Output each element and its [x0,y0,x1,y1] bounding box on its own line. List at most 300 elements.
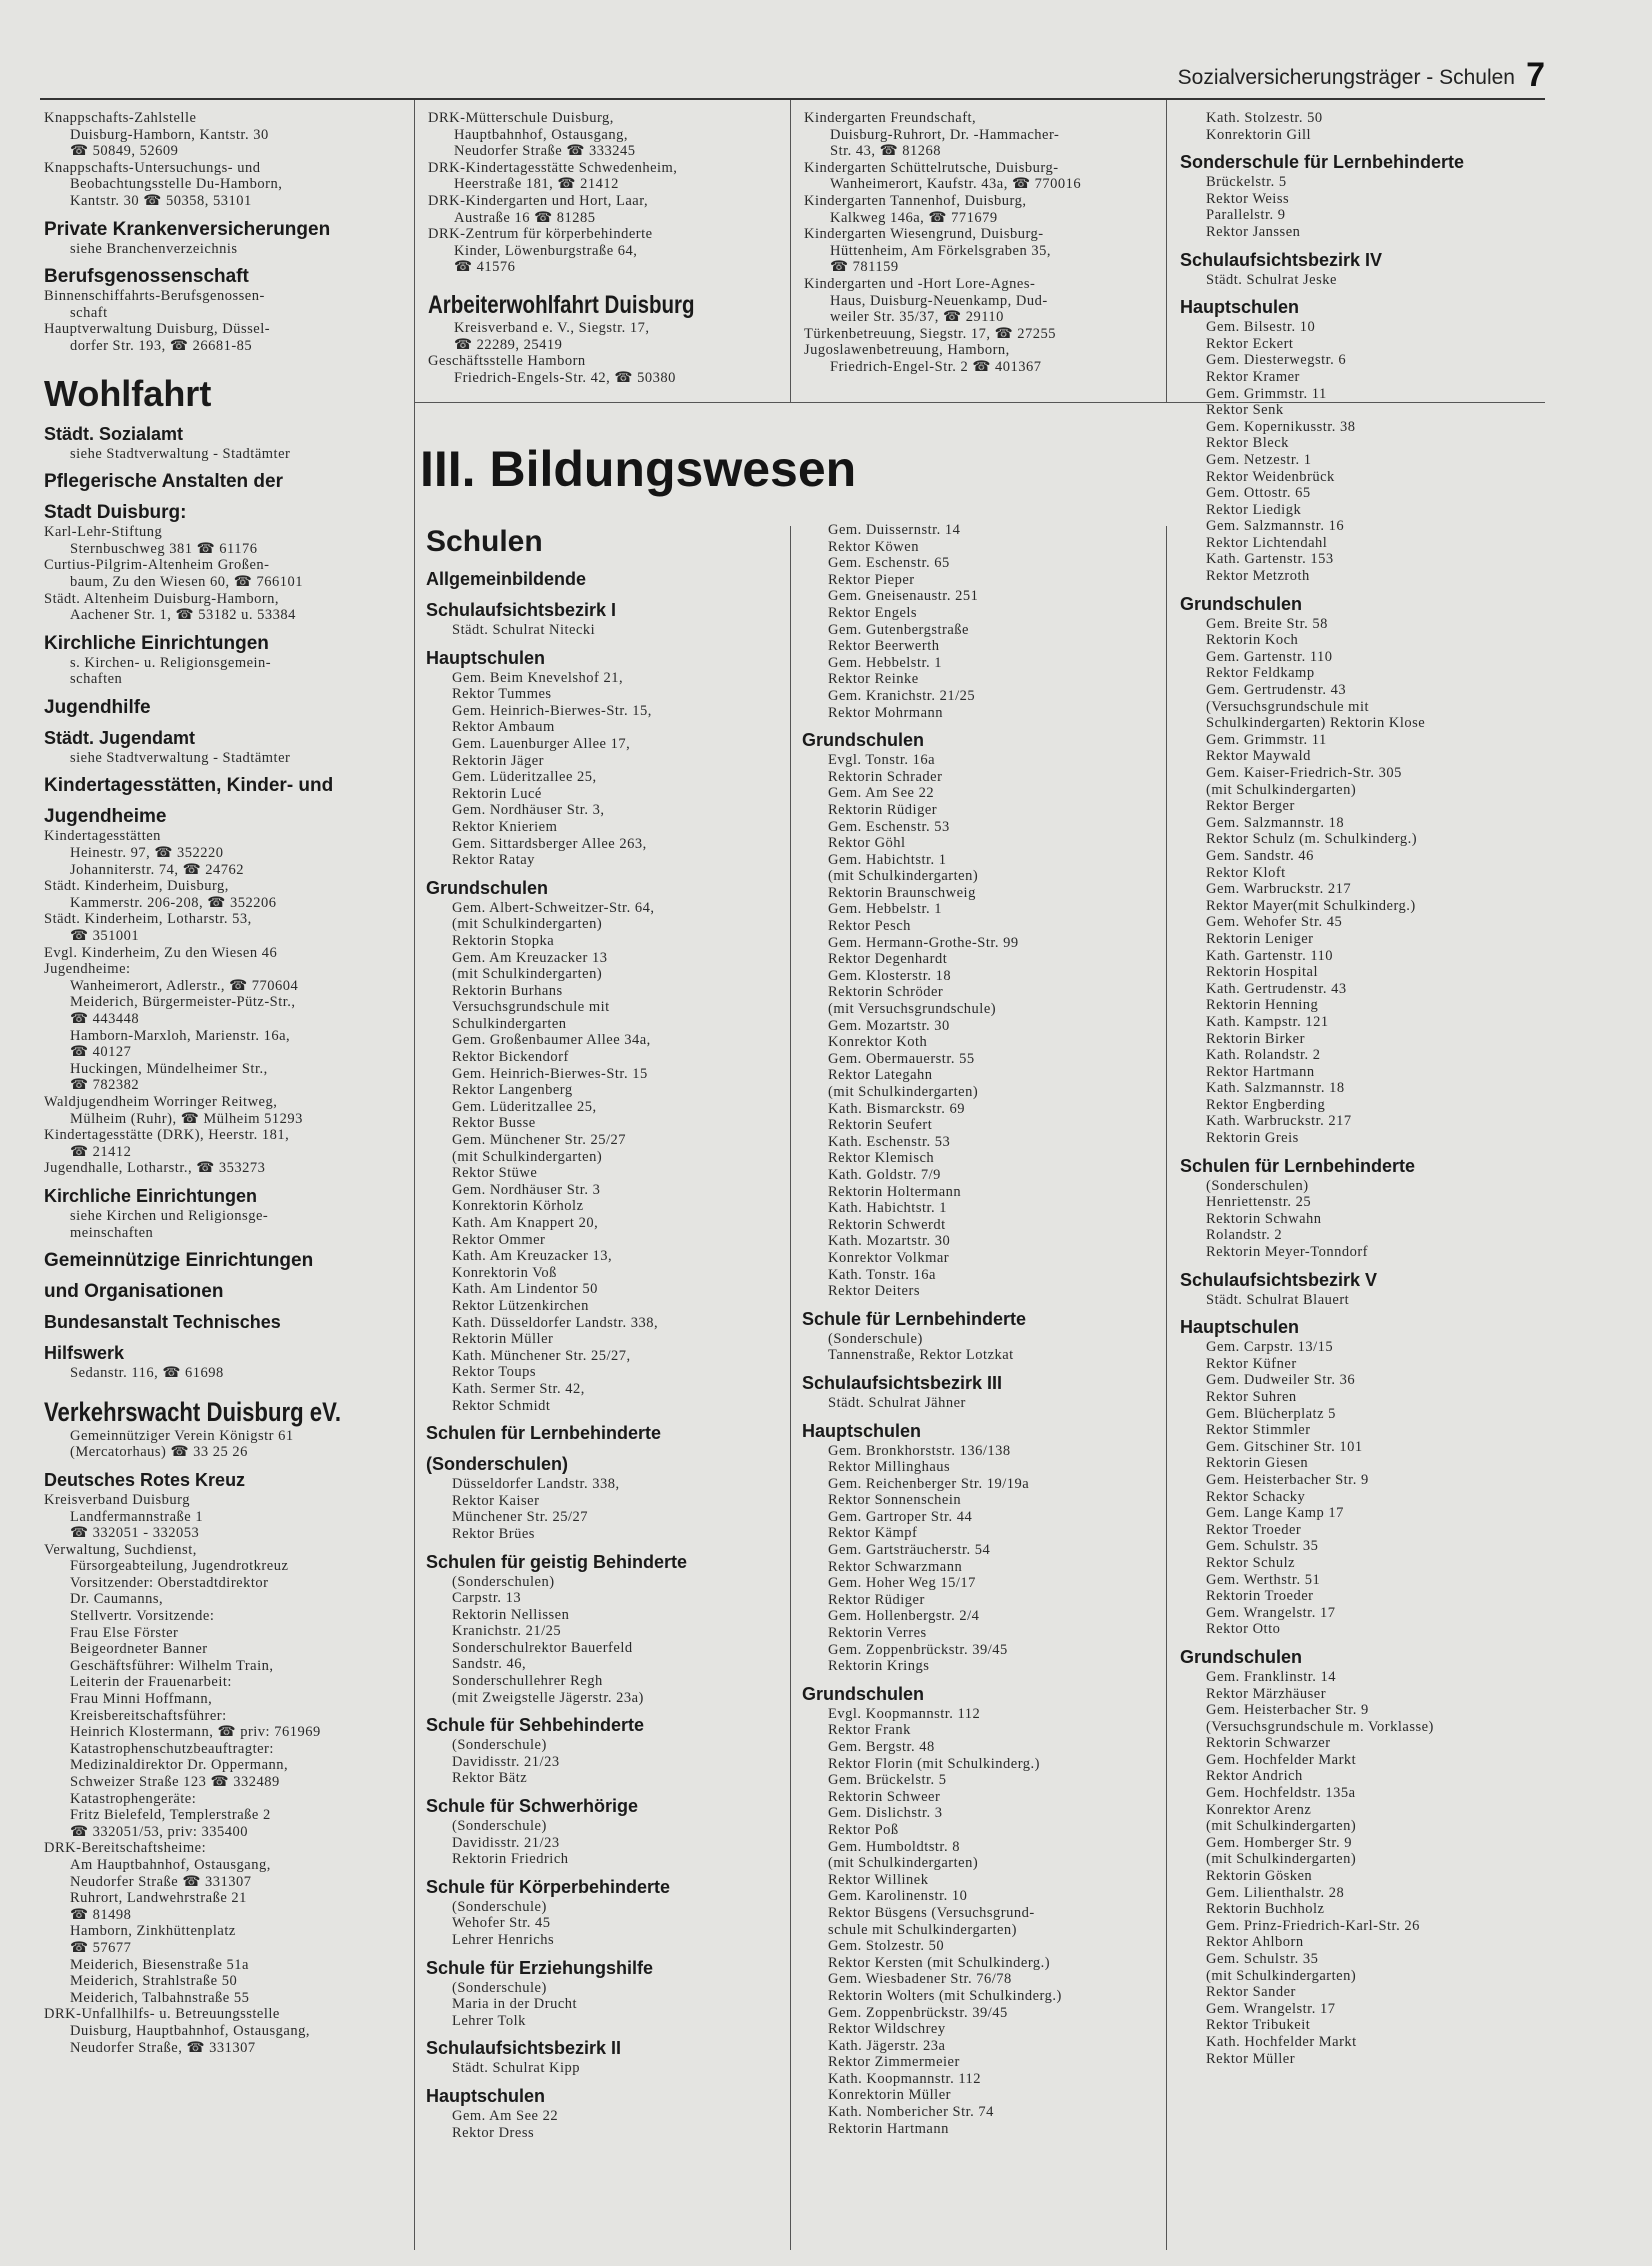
entry-line: (Sonderschulen) [1206,1177,1309,1194]
entry-line: Gem. Lilienthalstr. 28 [1206,1884,1345,1901]
entry-line: Rektor Tummes [452,686,552,703]
entry-line: Lehrer Henrichs [452,1932,555,1948]
entry-line: s. Kirchen- u. Religionsgemein- [70,654,272,671]
entry-line: ☎ 50849, 52609 [70,143,179,160]
entry-line: Kath. Koopmannstr. 112 [828,2070,982,2087]
entry-line: Rektor Lichtendahl [1206,534,1328,551]
entry-line: Gem. Wrangelstr. 17 [1206,1604,1336,1621]
running-head: Sozialversicherungsträger - Schulen [1177,66,1515,89]
entry-line: Rektor Schacky [1206,1488,1306,1505]
entry-line: Rektor Feldkamp [1206,665,1315,682]
entry-line: Rektor Beerwerth [828,638,940,655]
entry-line: Gem. Hochfeldstr. 135a [1206,1785,1356,1802]
entry-line: Düsseldorfer Landstr. 338, [452,1476,620,1493]
entry-line: Rektor Willinek [828,1871,929,1888]
entry-line: Gem. Zoppenbrückstr. 39/45 [828,2004,1008,2021]
entry-line: (Mercatorhaus) ☎ 33 25 26 [70,1444,248,1461]
entry-line: Gem. Franklinstr. 14 [1206,1668,1337,1685]
section-heading: Hilfswerk [44,1343,125,1364]
entry-line: Gem. Grimmstr. 11 [1206,731,1327,748]
entry-line: Rektor Millinghaus [828,1459,951,1476]
entry-line: Rektor Schulz (m. Schulkinderg.) [1206,831,1418,848]
entry-line: Rektor Kramer [1206,368,1300,385]
entry-line: Stellvertr. Vorsitzende: [70,1608,215,1625]
entry-line: Rektor Eckert [1206,335,1294,352]
entry-line: Rektorin Stopka [452,932,555,949]
entry-line: Rektor Engels [828,604,918,621]
entry-line: Konrektorin Körholz [452,1198,584,1215]
section-heading: Private Krankenversicherungen [44,218,331,240]
entry-line: Rektor Märzhäuser [1206,1685,1327,1702]
entry-line: Kranichstr. 21/25 [452,1623,562,1640]
entry-line: Konrektor Koth [828,1034,928,1051]
section-heading: Schulen für geistig Behinderte [426,1551,688,1572]
entry-line: Sedanstr. 116, ☎ 61698 [70,1365,224,1382]
entry-line: Rektor Maywald [1206,748,1311,765]
section-heading: und Organisationen [44,1281,224,1303]
section-heading: Schule für Sehbehinderte [426,1715,645,1736]
entry-line: Rektor Zimmermeier [828,2054,960,2071]
column-rule [1166,100,1167,402]
entry-line: Rektorin Hospital [1206,964,1319,981]
entry-line: Carpstr. 13 [452,1590,522,1607]
entry-line: Verwaltung, Suchdienst, [44,1541,197,1558]
entry-line: (mit Schulkindergarten) [1206,1851,1357,1868]
entry-line: ☎ 21412 [70,1143,132,1160]
entry-line: Rektorin Buchholz [1206,1901,1325,1918]
entry-line: Gem. Wiesbadener Str. 76/78 [828,1971,1012,1988]
entry-line: Knappschafts-Untersuchungs- und [44,159,261,176]
entry-line: Gem. Gutenbergstraße [828,621,969,638]
entry-line: Kindergarten Freundschaft, [804,110,977,126]
entry-line: Rektorin Koch [1206,632,1299,649]
section-heading: Jugendheime [44,806,167,828]
entry-line: Gem. Großenbaumer Allee 34a, [452,1032,651,1049]
entry-line: Gem. Salzmannstr. 18 [1206,814,1345,831]
entry-line: Gem. Hebbelstr. 1 [828,901,943,918]
column-rule [790,100,791,402]
entry-line: Gem. Dislichstr. 3 [828,1805,943,1822]
entry-line: Rektor Liedigk [1206,501,1302,518]
entry-line: Rektor Troeder [1206,1521,1302,1538]
entry-line: Gem. Hermann-Grothe-Str. 99 [828,934,1019,951]
section-heading: Hauptschulen [426,647,546,668]
entry-line: Gem. Breite Str. 58 [1206,615,1328,632]
entry-line: Gem. Hebbelstr. 1 [828,654,943,671]
entry-line: Rektorin Meyer-Tonndorf [1206,1244,1369,1261]
section-heading: Grundschulen [802,1683,925,1704]
entry-line: Brückelstr. 5 [1206,174,1287,191]
entry-line: Friedrich-Engel-Str. 2 ☎ 401367 [830,358,1042,375]
section-heading: Hauptschulen [802,1420,922,1441]
entry-line: Gem. Warbruckstr. 217 [1206,881,1352,898]
entry-line: Rektor Kersten (mit Schulkinderg.) [828,1954,1051,1971]
section-heading: Gemeinnützige Einrichtungen [44,1250,314,1272]
entry-line: Rektorin Giesen [1206,1455,1309,1472]
entry-line: Rektor Mayer(mit Schulkinderg.) [1206,897,1416,914]
entry-line: Gem. Duissernstr. 14 [828,522,961,538]
entry-line: Rektor Bickendorf [452,1049,569,1066]
entry-line: siehe Kirchen und Religionsge- [70,1207,269,1224]
entry-line: Kath. Warbruckstr. 217 [1206,1113,1352,1130]
entry-line: Geschäftsführer: Wilhelm Train, [70,1657,274,1674]
section-heading: Schule für Schwerhörige [426,1796,639,1817]
entry-line: Heerstraße 181, ☎ 21412 [454,176,619,193]
entry-line: Rektorin Seufert [828,1117,933,1134]
entry-line: Kindertagesstätten [44,828,161,845]
entry-line: Rektor Küfner [1206,1355,1297,1372]
entry-line: Rektor Toups [452,1364,537,1381]
entry-line: Rektor Engberding [1206,1096,1326,1113]
entry-line: Gem. Kranichstr. 21/25 [828,687,976,704]
entry-line: (Sonderschule) [452,1979,547,1996]
section-heading: Schulen für Lernbehinderte [1180,1155,1416,1176]
entry-line: Rektorin Schwahn [1206,1210,1322,1227]
entry-line: Gem. Grimmstr. 11 [1206,385,1327,402]
entry-line: Rektorin Schweer [828,1788,941,1805]
column-rule [414,100,415,2250]
entry-line: Evgl. Koopmannstr. 112 [828,1705,981,1722]
entry-line: (mit Schulkindergarten) [452,916,603,933]
entry-line: Ruhrort, Landwehrstraße 21 [70,1890,247,1907]
entry-line: Knappschafts-Zahlstelle [44,110,197,126]
entry-line: Städt. Schulrat Jeske [1206,271,1337,288]
entry-line: Rektorin Müller [452,1331,554,1348]
entry-line: Davidisstr. 21/23 [452,1753,560,1770]
entry-line: Kindergarten Tannenhof, Duisburg, [804,192,1027,209]
entry-line: Gem. Stolzestr. 50 [828,1938,945,1955]
entry-line: Jugendheime: [44,961,131,978]
entry-line: Gem. Mozartstr. 30 [828,1017,950,1034]
entry-line: Rektor Büsgens (Versuchsgrund- [828,1904,1035,1921]
entry-line: Gem. Humboldtstr. 8 [828,1838,960,1855]
entry-line: Gem. Bilsestr. 10 [1206,319,1316,336]
entry-line: (mit Schulkindergarten) [1206,1818,1357,1835]
entry-line: Gem. Eschenstr. 53 [828,818,950,835]
entry-line: Städt. Schulrat Nitecki [452,622,596,638]
entry-line: (mit Schulkindergarten) [452,966,603,983]
entry-line: Gem. Gartsträucherstr. 54 [828,1542,991,1559]
entry-line: Fürsorgeabteilung, Jugendrotkreuz [70,1558,289,1575]
entry-line: Gem. Am See 22 [828,785,935,802]
entry-line: Gem. Lüderitzallee 25, [452,769,597,786]
entry-line: Schulkindergarten) Rektorin Klose [1206,715,1426,732]
entry-line: Rektorin Rüdiger [828,801,938,818]
entry-line: Rektor Bätz [452,1770,528,1787]
entry-line: Kath. Bismarckstr. 69 [828,1100,965,1117]
entry-line: Kindergarten Wiesengrund, Duisburg- [804,226,1044,243]
entry-line: Hauptverwaltung Duisburg, Düssel- [44,321,271,338]
entry-line: Sonderschulrektor Bauerfeld [452,1639,633,1656]
entry-line: (Sonderschulen) [452,1573,555,1590]
entry-line: Gem. Schulstr. 35 [1206,1538,1319,1555]
entry-line: Türkenbetreuung, Siegstr. 17, ☎ 27255 [804,325,1057,342]
section-heading: Grundschulen [426,877,549,898]
entry-line: Rektor Schwarzmann [828,1558,963,1575]
entry-line: Duisburg-Hamborn, Kantstr. 30 [70,126,269,143]
entry-line: Rektorin Schrader [828,768,943,785]
entry-line: Friedrich-Engels-Str. 42, ☎ 50380 [454,369,676,386]
entry-line: Rektor Pesch [828,918,911,935]
column-rule [1166,526,1167,2250]
entry-line: Städt. Schulrat Kipp [452,2060,581,2077]
entry-line: Gem. Heisterbacher Str. 9 [1206,1471,1369,1488]
entry-line: Kinder, Löwenburgstraße 64, [454,242,638,259]
entry-line: Gem. Salzmannstr. 16 [1206,518,1345,535]
entry-line: siehe Stadtverwaltung - Stadtämter [70,445,291,462]
entry-line: DRK-Zentrum für körperbehinderte [428,226,653,243]
section-heading: Schulaufsichtsbezirk V [1180,1269,1378,1290]
entry-line: Rektorin Birker [1206,1030,1305,1047]
entry-line: Kath. Stolzestr. 50 [1206,110,1323,126]
section-heading: Hauptschulen [426,2085,546,2106]
entry-line: Vorsitzender: Oberstadtdirektor [70,1574,269,1591]
entry-line: Aachener Str. 1, ☎ 53182 u. 53384 [70,607,296,624]
entry-line: Rektor Deiters [828,1283,920,1300]
entry-line: Gem. Heinrich-Bierwes-Str. 15 [452,1065,648,1082]
section-heading: Allgemeinbildende [426,569,587,589]
entry-line: Gem. Am See 22 [452,2107,559,2124]
entry-line: Katastrophengeräte: [70,1790,197,1807]
entry-line: Rektor Ratay [452,852,535,869]
entry-line: Gem. Gitschiner Str. 101 [1206,1438,1363,1455]
entry-line: Rektor Schmidt [452,1397,551,1414]
entry-line: Rektorin Greis [1206,1130,1299,1147]
entry-line: Gem. Gartroper Str. 44 [828,1508,973,1525]
entry-line: Gem. Diesterwegstr. 6 [1206,352,1347,369]
entry-line: Kindergarten Schüttelrutsche, Duisburg- [804,159,1059,176]
entry-line: Gem. Wrangelstr. 17 [1206,2000,1336,2017]
column-4 [1180,110,1550,2250]
entry-line: ☎ 41576 [454,259,516,276]
section-heading: Berufsgenossenschaft [44,266,249,288]
entry-line: Gem. Lauenburger Allee 17, [452,735,631,752]
entry-line: Heinrich Klostermann, ☎ priv: 761969 [70,1724,321,1741]
entry-line: Kath. Hochfelder Markt [1206,2033,1357,2050]
entry-line: (Sonderschule) [452,1818,547,1835]
entry-line: Evgl. Kinderheim, Zu den Wiesen 46 [44,944,278,961]
entry-line: Gem. Netzestr. 1 [1206,451,1312,468]
entry-line: Hamborn, Zinkhüttenplatz [70,1923,236,1940]
entry-line: Meiderich, Bürgermeister-Pütz-Str., [70,994,296,1011]
entry-line: (Versuchsgrundschule m. Vorklasse) [1206,1718,1434,1735]
entry-line: Rektor Stimmler [1206,1422,1311,1439]
main-section-title: III. Bildungswesen [420,441,857,497]
entry-line: ☎ 40127 [70,1044,132,1061]
entry-line: Münchener Str. 25/27 [452,1509,589,1526]
entry-line: Kath. Am Lindentor 50 [452,1281,598,1298]
entry-line: Gem. Ottostr. 65 [1206,485,1311,502]
section-heading: Grundschulen [802,730,925,751]
entry-line: Waldjugendheim Worringer Reitweg, [44,1093,278,1110]
entry-line: Gem. Carpstr. 13/15 [1206,1339,1334,1356]
section-heading: Deutsches Rotes Kreuz [44,1469,246,1490]
entry-line: Rektor Berger [1206,798,1295,815]
entry-line: Gem. Klosterstr. 18 [828,967,952,984]
entry-line: Rolandstr. 2 [1206,1227,1283,1244]
entry-line: siehe Branchenverzeichnis [70,240,238,257]
section-heading: Hauptschulen [1180,297,1300,318]
section-heading: Schulaufsichtsbezirk IV [1180,249,1383,270]
entry-line: Rektor Ahlborn [1206,1934,1304,1951]
entry-line: Städt. Kinderheim, Lotharstr. 53, [44,911,252,928]
section-heading: Schulaufsichtsbezirk III [802,1372,1003,1393]
entry-line: Gem. Obermauerstr. 55 [828,1050,975,1067]
entry-line: Rektor Pieper [828,571,915,588]
entry-line: Gem. Bronkhorststr. 136/138 [828,1442,1011,1459]
entry-line: Rektor Senk [1206,402,1284,419]
entry-line: Rektorin Hartmann [828,2120,949,2137]
entry-line: Mülheim (Ruhr), ☎ Mülheim 51293 [70,1110,303,1127]
entry-line: Rektor Hartmann [1206,1063,1315,1080]
entry-line: ☎ 781159 [830,259,899,276]
section-heading: Kindertagesstätten, Kinder- und [44,775,334,797]
entry-line: Gem. Albert-Schweitzer-Str. 64, [452,899,655,916]
entry-line: Gem. Eschenstr. 65 [828,555,950,572]
entry-line: Hüttenheim, Am Förkelsgraben 35, [830,242,1051,259]
entry-line: Wehofer Str. 45 [452,1915,551,1932]
entry-line: Kath. Gartenstr. 153 [1206,551,1334,568]
entry-line: Rektor Kämpf [828,1525,918,1542]
entry-line: Hauptbahnhof, Ostausgang, [454,126,628,143]
entry-line: Beigeordneter Banner [70,1641,208,1658]
entry-line: Rektor Weiss [1206,190,1290,207]
entry-line: ☎ 332051 - 332053 [70,1525,200,1542]
entry-line: Rektor Kloft [1206,864,1286,881]
entry-line: Rektorin Verres [828,1625,927,1642]
entry-line: Rektor Müller [1206,2050,1296,2067]
entry-line: Rektor Rüdiger [828,1591,925,1608]
entry-line: Gem. Kopernikusstr. 38 [1206,418,1356,435]
entry-line: schaften [70,671,123,688]
entry-line: Rektor Bleck [1206,435,1289,452]
entry-line: Gem. Werthstr. 51 [1206,1571,1321,1588]
section-heading: Schule für Erziehungshilfe [426,1957,654,1978]
entry-line: Konrektorin Voß [452,1264,557,1281]
entry-line: Gem. Gartenstr. 110 [1206,648,1333,665]
entry-line: Gem. Gertrudenstr. 43 [1206,682,1347,699]
entry-line: (mit Schulkindergarten) [828,1084,979,1100]
entry-line: Kath. Gartenstr. 110 [1206,947,1334,964]
entry-line: Rektorin Troeder [1206,1588,1314,1605]
entry-line: Gem. Hollenbergstr. 2/4 [828,1608,980,1625]
entry-line: DRK-Kindertagesstätte Schwedenheim, [428,159,678,176]
entry-line: Rektorin Gösken [1206,1868,1313,1885]
entry-line: Gem. Prinz-Friedrich-Karl-Str. 26 [1206,1917,1420,1934]
entry-line: Kath. Kampstr. 121 [1206,1013,1329,1030]
entry-line: Meiderich, Strahlstraße 50 [70,1973,238,1990]
entry-line: Kath. Eschenstr. 53 [828,1133,951,1150]
entry-line: Rektor Weidenbrück [1206,468,1335,485]
entry-line: Heinestr. 97, ☎ 352220 [70,845,224,862]
entry-line: (Versuchsgrundschule mit [1206,698,1370,715]
section-heading: Bundesanstalt Technisches [44,1312,281,1333]
entry-line: Gem. Kaiser-Friedrich-Str. 305 [1206,765,1402,781]
entry-line: dorfer Str. 193, ☎ 26681-85 [70,337,253,354]
entry-line: Rektor Lategahn [828,1067,933,1084]
entry-line: Rektorin Henning [1206,997,1319,1014]
column-1 [44,110,410,2250]
section-heading: Schulen für Lernbehinderte [426,1423,662,1444]
section-heading: Schulen [426,525,543,558]
entry-line: Rektorin Schröder [828,984,944,1001]
section-heading: Schulaufsichtsbezirk I [426,600,617,620]
entry-line: Johanniterstr. 74, ☎ 24762 [70,861,245,878]
section-heading: Schule für Lernbehinderte [802,1308,1027,1329]
entry-line: Rektor Schulz [1206,1554,1296,1571]
entry-line: siehe Stadtverwaltung - Stadtämter [70,749,291,766]
entry-line: Gem. Habichtstr. 1 [828,851,947,868]
section-heading: Arbeiterwohlfahrt Duisburg [428,290,695,319]
section-heading: Städt. Sozialamt [44,423,184,444]
entry-line: Gem. Blücherplatz 5 [1206,1405,1336,1422]
entry-line: Versuchsgrundschule mit [452,999,610,1016]
entry-line: Konrektorin Müller [828,2087,951,2104]
entry-line: Gem. Münchener Str. 25/27 [452,1132,626,1149]
entry-line: Gem. Reichenberger Str. 19/19a [828,1475,1030,1492]
entry-line: Rektor Sander [1206,1984,1296,2001]
column-2-top [428,110,786,400]
entry-line: (Sonderschule) [452,1898,547,1915]
entry-line: Rektor Stüwe [452,1165,538,1182]
entry-line: Kreisverband Duisburg [44,1491,190,1508]
entry-line: Gem. Zoppenbrückstr. 39/45 [828,1641,1008,1658]
entry-line: Rektor Knieriem [452,818,558,835]
entry-line: Konrektorin Gill [1206,126,1312,143]
entry-line: Konrektor Volkmar [828,1249,950,1266]
entry-line: Rektorin Krings [828,1658,930,1675]
entry-line: Sternbuschweg 381 ☎ 61176 [70,540,258,557]
entry-line: (Sonderschule) [452,1737,547,1754]
entry-line: Gem. Brückelstr. 5 [828,1772,947,1789]
entry-line: Gem. Sittardsberger Allee 263, [452,835,647,852]
entry-line: Kammerstr. 206-208, ☎ 352206 [70,894,277,911]
entry-line: Gemeinnütziger Verein Königstr 61 [70,1427,294,1444]
entry-line: Städt. Schulrat Jähner [828,1394,966,1411]
page-number: 7 [1526,56,1545,94]
entry-line: Konrektor Arenz [1206,1801,1312,1818]
entry-line: Rektor Göhl [828,835,906,852]
entry-line: Rektor Suhren [1206,1389,1297,1405]
entry-line: Schweizer Straße 123 ☎ 332489 [70,1774,280,1790]
section-heading: Jugendhilfe [44,696,151,718]
entry-line: Rektor Mohrmann [828,704,944,721]
section-heading: Grundschulen [1180,593,1303,614]
section-heading: Schule für Körperbehinderte [426,1876,671,1897]
entry-line: Leiterin der Frauenarbeit: [70,1674,232,1691]
entry-line: Jugendhalle, Lotharstr., ☎ 353273 [44,1160,266,1177]
entry-line: Gem. Karolinenstr. 10 [828,1888,968,1905]
section-heading: Grundschulen [1180,1646,1303,1667]
entry-line: Rektor Janssen [1206,223,1301,240]
entry-line: Rektor Kaiser [452,1492,540,1509]
entry-line: Kath. Goldstr. 7/9 [828,1166,941,1183]
entry-line: Str. 43, ☎ 81268 [830,143,942,160]
entry-line: Rektorin Burhans [452,982,563,999]
entry-line: Städt. Schulrat Blauert [1206,1291,1350,1308]
entry-line: Kath. Tonstr. 16a [828,1266,936,1283]
entry-line: Kath. Münchener Str. 25/27, [452,1347,631,1364]
entry-line: (mit Zweigstelle Jägerstr. 23a) [452,1689,644,1706]
entry-line: Kath. Düsseldorfer Landstr. 338, [452,1314,659,1331]
entry-line: Kath. Habichtstr. 1 [828,1200,948,1217]
entry-line: Rektor Langenberg [452,1082,573,1099]
entry-line: DRK-Mütterschule Duisburg, [428,110,614,126]
section-heading: Kirchliche Einrichtungen [44,632,269,654]
entry-line: Gem. Nordhäuser Str. 3 [452,1181,601,1198]
entry-line: Katastrophenschutzbeauftragter: [70,1740,274,1757]
entry-line: Rektorin Wolters (mit Schulkinderg.) [828,1987,1062,2004]
